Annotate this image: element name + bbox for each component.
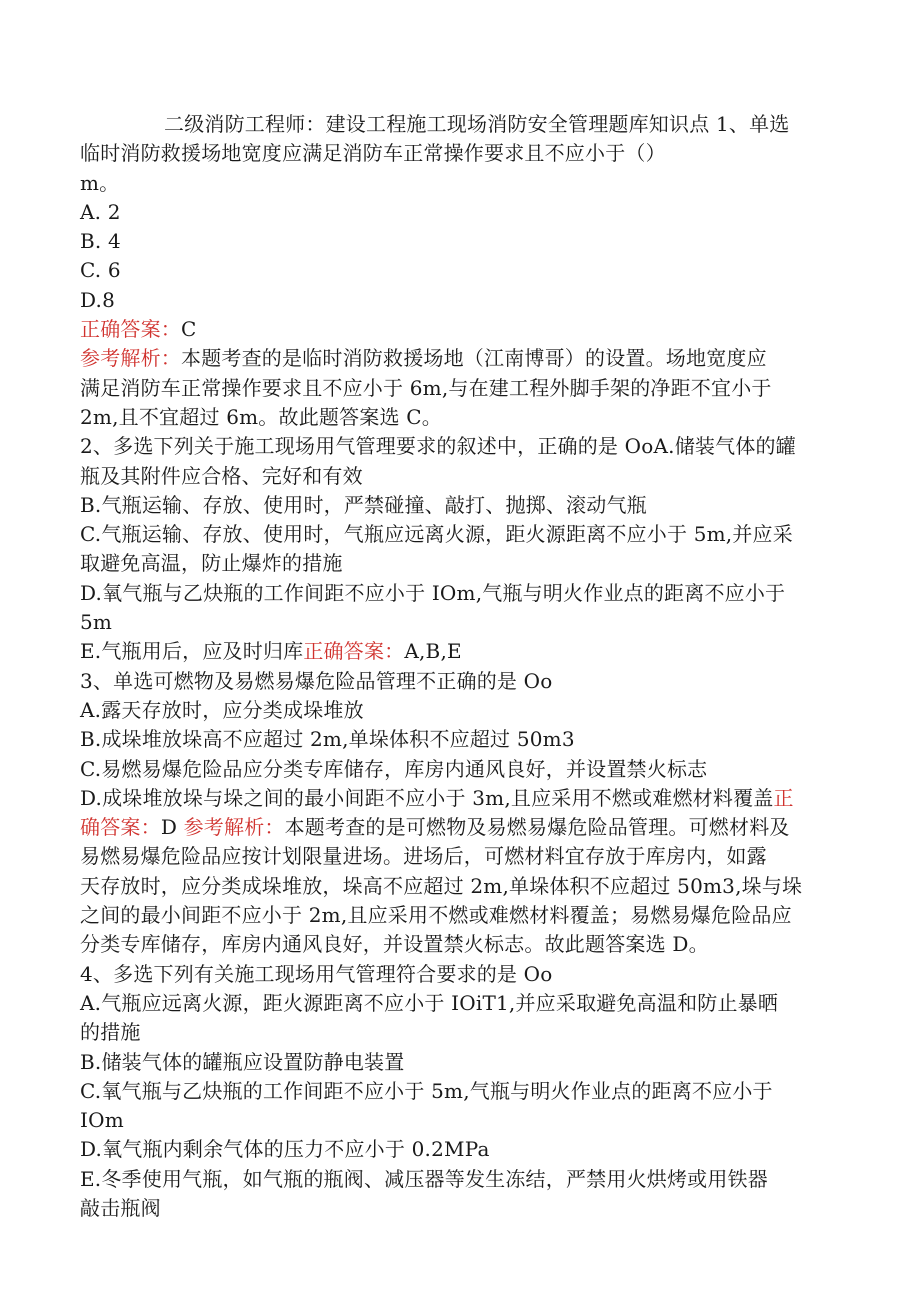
text-line	[80, 403, 840, 432]
text-run: E.气瓶用后，应及时归库	[80, 639, 304, 664]
text-run: D.成垛堆放垛与垛之间的最小间距不应小于 3m,且应采用不燃或难燃材料覆盖	[80, 785, 774, 810]
text-line	[80, 755, 840, 784]
text-run: 临时消防救援场地宽度应满足消防车正常操作要求且不应小于（）	[80, 141, 666, 166]
text-run: D.氧气瓶与乙炔瓶的工作间距不应小于 IOm,气瓶与明火作业点的距离不应小于	[80, 580, 786, 605]
text-line	[80, 1106, 840, 1135]
text-run: C.气瓶运输、存放、使用时，气瓶应远离火源，距火源距离不应小于 5m,并应采	[80, 522, 793, 547]
text-run: 4、多选下列有关施工现场用气管理符合要求的是 Oo	[80, 961, 553, 986]
text-run: 天存放时，应分类成垛堆放，垛高不应超过 2m,单垛体积不应超过 50m3,垛与垛	[80, 873, 803, 898]
text-line	[80, 198, 840, 227]
text-line	[80, 110, 840, 139]
text-run: A. 2	[80, 199, 121, 224]
text-run: 二级消防工程师：建设工程施工现场消防安全管理题库知识点 1、单选	[164, 112, 790, 136]
text-line	[80, 139, 840, 168]
text-line	[80, 1165, 840, 1194]
text-line	[80, 1135, 840, 1164]
text-line	[80, 842, 840, 871]
text-run: A.露天存放时，应分类成垛堆放	[80, 697, 364, 722]
text-line	[80, 930, 840, 959]
text-line	[80, 256, 840, 285]
text-line	[80, 432, 840, 461]
text-line	[80, 579, 840, 608]
text-line	[80, 286, 840, 315]
text-line	[80, 520, 840, 549]
text-line	[80, 1018, 840, 1047]
text-line	[80, 344, 840, 373]
text-line	[80, 1194, 840, 1223]
text-line	[80, 813, 840, 842]
text-line	[80, 169, 840, 198]
text-run: 分类专库储存，库房内通风良好，并设置禁火标志。故此题答案选 D。	[80, 932, 709, 957]
text-run: IOm	[80, 1108, 124, 1133]
text-line	[80, 462, 840, 491]
text-line	[80, 901, 840, 930]
text-run: 的措施	[80, 1020, 141, 1045]
text-line	[80, 491, 840, 520]
text-run: A.气瓶应远离火源，距火源距离不应小于 IOiT1,并应采取避免高温和防止暴晒	[80, 990, 779, 1015]
text-run: E.冬季使用气瓶，如气瓶的瓶阀、减压器等发生冻结，严禁用火烘烤或用铁器	[80, 1166, 768, 1191]
text-run: D.8	[80, 287, 116, 312]
text-run: B.储装气体的罐瓶应设置防静电装置	[80, 1049, 405, 1074]
text-line	[80, 1048, 840, 1077]
text-run: D	[160, 815, 184, 840]
text-run: m。	[80, 170, 120, 195]
text-line	[80, 989, 840, 1018]
text-run: C.易燃易爆危险品应分类专库储存，库房内通风良好，并设置禁火标志	[80, 756, 708, 781]
text-run: C	[181, 317, 197, 342]
text-run: 敲击瓶阀	[80, 1195, 161, 1220]
text-run: A,B,E	[404, 639, 462, 664]
text-line	[80, 608, 840, 637]
text-run: 之间的最小间距不应小于 2m,且应采用不燃或难燃材料覆盖；易燃易爆危险品应	[80, 903, 792, 928]
text-run: 满足消防车正常操作要求且不应小于 6m,与在建工程外脚手架的净距不宜小于	[80, 375, 772, 400]
text-line	[80, 667, 840, 696]
answer-label: 确答案：	[80, 815, 161, 840]
text-run: 取避免高温，防止爆炸的措施	[80, 551, 343, 576]
text-run: 2、多选下列关于施工现场用气管理要求的叙述中，正确的是 OoA.储装气体的罐	[80, 434, 796, 459]
text-line	[80, 374, 840, 403]
text-line	[80, 696, 840, 725]
text-run: B. 4	[80, 229, 121, 254]
text-run: B.气瓶运输、存放、使用时，严禁碰撞、敲打、抛掷、滚动气瓶	[80, 492, 647, 517]
text-line	[80, 1077, 840, 1106]
answer-label: 正确答案：	[80, 317, 181, 342]
text-line	[80, 227, 840, 256]
text-line	[80, 960, 840, 989]
text-line	[80, 549, 840, 578]
analysis-label: 参考解析：	[183, 815, 285, 840]
text-run: 5m	[80, 610, 113, 635]
text-run: C. 6	[80, 258, 121, 283]
answer-label: 正确答案：	[303, 639, 405, 664]
text-run: 本题考查的是可燃物及易燃易爆危险品管理。可燃材料及	[284, 815, 790, 840]
analysis-label: 参考解析：	[80, 346, 181, 371]
text-run: 本题考查的是临时消防救援场地（江南博哥）的设置。场地宽度应	[181, 346, 767, 371]
document-body	[80, 110, 840, 1223]
text-run: B.成垛堆放垛高不应超过 2m,单垛体积不应超过 50m3	[80, 727, 575, 752]
text-line	[80, 725, 840, 754]
text-run: 瓶及其附件应合格、完好和有效	[80, 463, 363, 488]
text-run: C.氧气瓶与乙炔瓶的工作间距不应小于 5m,气瓶与明火作业点的距离不应小于	[80, 1078, 773, 1103]
text-run: D.氧气瓶内剩余气体的压力不应小于 0.2MPa	[80, 1137, 490, 1162]
text-line	[80, 637, 840, 666]
text-run: 2m,且不宜超过 6m。故此题答案选 C。	[80, 404, 442, 429]
text-line	[80, 872, 840, 901]
text-run: 3、单选可燃物及易燃易爆危险品管理不正确的是 Oo	[80, 668, 553, 693]
text-line	[80, 784, 840, 813]
text-run: 易燃易爆危险品应按计划限量进场。进场后，可燃材料宜存放于库房内，如露	[80, 844, 767, 869]
text-line	[80, 315, 840, 344]
answer-label: 正	[773, 785, 794, 810]
